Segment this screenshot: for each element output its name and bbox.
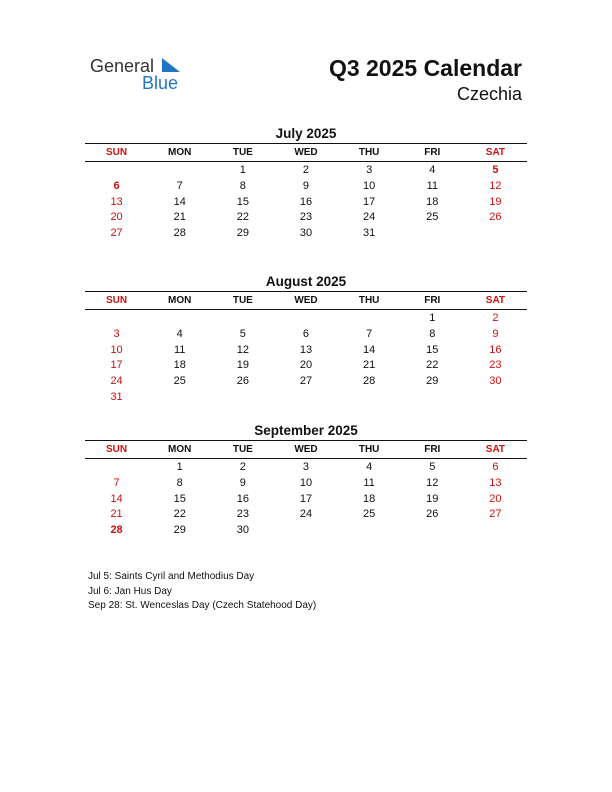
- day-cell: 9: [239, 476, 246, 489]
- weekday-header: FRI: [424, 295, 441, 306]
- day-cell: 18: [173, 359, 186, 372]
- holiday-item: Jul 6: Jan Hus Day: [88, 585, 172, 597]
- generalblue-logo: [90, 56, 200, 96]
- day-cell: 21: [363, 359, 376, 372]
- day-cell: 19: [236, 359, 249, 372]
- day-cell: 21: [173, 211, 186, 224]
- weekday-header: FRI: [424, 147, 441, 158]
- weekday-header: MON: [168, 295, 192, 306]
- day-cell: 25: [426, 211, 439, 224]
- day-cell: 3: [113, 327, 120, 340]
- empty-day-cell: [85, 311, 148, 327]
- day-cell: 22: [426, 359, 439, 372]
- day-cell: 14: [363, 343, 376, 356]
- day-cell: 7: [113, 476, 120, 489]
- day-cell: 14: [110, 492, 123, 505]
- day-cell: 24: [299, 508, 313, 521]
- month-title: July 2025: [275, 126, 337, 141]
- day-cell: 29: [173, 524, 186, 537]
- day-cell: 17: [110, 359, 123, 372]
- day-cell: 24: [363, 211, 376, 224]
- holiday-item: Jul 5: Saints Cyril and Methodius Day: [88, 571, 255, 582]
- day-cell: 16: [489, 343, 502, 356]
- empty-day-cell: [274, 311, 337, 327]
- logo-word-general: General: [90, 56, 155, 76]
- empty-day-cell: [211, 390, 274, 406]
- day-cell: 6: [302, 327, 310, 340]
- day-cell: 28: [110, 524, 123, 537]
- day-cell: 13: [489, 476, 502, 489]
- weekday-header: TUE: [232, 444, 253, 455]
- day-cell: 10: [110, 343, 123, 356]
- day-cell: 11: [174, 343, 186, 356]
- day-cell: 15: [173, 492, 186, 505]
- day-cell: 2: [239, 461, 246, 473]
- day-cell: 29: [236, 227, 249, 240]
- day-cell: 4: [176, 327, 183, 340]
- day-cell: 8: [176, 476, 183, 489]
- empty-day-cell: [464, 226, 527, 242]
- day-cell: 22: [173, 508, 186, 521]
- empty-day-cell: [401, 226, 464, 242]
- day-cell: 6: [113, 179, 120, 192]
- weekday-header: SUN: [106, 295, 128, 306]
- empty-day-cell: [85, 163, 148, 179]
- empty-day-cell: [85, 460, 148, 476]
- day-cell: 29: [426, 375, 439, 388]
- month-title: August 2025: [265, 274, 347, 289]
- empty-day-cell: [274, 390, 337, 406]
- day-cell: 27: [299, 375, 313, 388]
- logo-word-blue: Blue: [142, 73, 179, 93]
- empty-day-cell: [148, 163, 211, 179]
- day-cell: 14: [173, 195, 186, 208]
- day-cell: 19: [426, 492, 439, 505]
- day-cell: 20: [299, 359, 313, 372]
- month-title: September 2025: [254, 423, 358, 438]
- day-cell: 23: [236, 508, 249, 521]
- day-cell: 26: [426, 508, 439, 521]
- day-cell: 21: [110, 508, 123, 521]
- weekday-header: SAT: [485, 444, 506, 455]
- day-cell: 25: [363, 508, 376, 521]
- day-cell: 25: [173, 375, 186, 388]
- logo-triangle-icon: [162, 58, 180, 72]
- day-cell: 6: [492, 461, 499, 473]
- day-cell: 23: [299, 211, 313, 224]
- day-cell: 4: [429, 164, 436, 176]
- weekday-header: SUN: [106, 444, 128, 455]
- day-cell: 1: [176, 461, 183, 473]
- holiday-list: [88, 570, 316, 614]
- day-cell: 16: [299, 195, 313, 208]
- weekday-header-row: [85, 440, 527, 459]
- day-cell: 9: [302, 179, 310, 192]
- day-cell: 12: [426, 476, 439, 489]
- day-cell: 13: [299, 343, 313, 356]
- empty-day-cell: [464, 390, 527, 406]
- empty-day-cell: [401, 390, 464, 406]
- day-cell: 9: [492, 327, 499, 340]
- empty-day-cell: [338, 523, 401, 539]
- day-cell: 4: [366, 461, 373, 473]
- weekday-header: THU: [358, 295, 380, 306]
- day-cell: 11: [363, 476, 375, 489]
- month-calendar: [85, 422, 527, 539]
- day-cell: 3: [302, 461, 310, 473]
- weekday-header: MON: [168, 147, 192, 158]
- empty-day-cell: [464, 523, 527, 539]
- day-cell: 30: [236, 524, 249, 537]
- day-grid: [85, 460, 527, 539]
- day-cell: 23: [489, 359, 502, 372]
- day-cell: 26: [489, 211, 502, 224]
- day-cell: 7: [366, 327, 373, 340]
- day-cell: 5: [239, 327, 246, 340]
- day-cell: 7: [176, 179, 183, 192]
- empty-day-cell: [338, 390, 401, 406]
- day-cell: 10: [363, 179, 376, 192]
- day-cell: 2: [492, 312, 499, 324]
- weekday-header: WED: [294, 444, 318, 455]
- day-cell: 28: [173, 227, 186, 240]
- weekday-header: FRI: [424, 444, 441, 455]
- day-cell: 5: [492, 164, 499, 176]
- month-calendar: [85, 273, 527, 406]
- day-cell: 17: [299, 492, 313, 505]
- month-calendar: [85, 125, 527, 242]
- day-cell: 2: [302, 164, 310, 176]
- weekday-header-row: [85, 291, 527, 310]
- day-cell: 26: [236, 375, 249, 388]
- country-name: Czechia: [456, 84, 522, 104]
- empty-day-cell: [211, 311, 274, 327]
- day-cell: 1: [239, 164, 246, 176]
- empty-day-cell: [338, 311, 401, 327]
- day-cell: 15: [426, 343, 439, 356]
- day-cell: 30: [299, 227, 313, 240]
- empty-day-cell: [274, 523, 337, 539]
- day-cell: 8: [429, 327, 436, 340]
- day-cell: 5: [429, 461, 436, 473]
- weekday-header: MON: [168, 444, 192, 455]
- day-cell: 1: [429, 312, 436, 324]
- day-cell: 12: [489, 179, 502, 192]
- holiday-item: Sep 28: St. Wenceslas Day (Czech Statehood Day): [88, 600, 317, 611]
- day-cell: 3: [366, 164, 373, 176]
- day-cell: 28: [363, 375, 376, 388]
- weekday-header: SAT: [485, 147, 506, 158]
- day-cell: 20: [110, 211, 123, 224]
- weekday-header: TUE: [232, 295, 253, 306]
- weekday-header: SUN: [106, 147, 128, 158]
- empty-day-cell: [148, 390, 211, 406]
- empty-day-cell: [148, 311, 211, 327]
- day-cell: 10: [299, 476, 313, 489]
- day-cell: 22: [236, 211, 249, 224]
- empty-day-cell: [401, 523, 464, 539]
- day-cell: 31: [363, 227, 376, 240]
- day-cell: 30: [489, 375, 502, 388]
- day-cell: 17: [363, 195, 376, 208]
- day-grid: [85, 163, 527, 242]
- day-cell: 13: [110, 195, 123, 208]
- weekday-header: WED: [294, 147, 318, 158]
- weekday-header: THU: [358, 444, 380, 455]
- day-cell: 20: [489, 492, 502, 505]
- weekday-header-row: [85, 143, 527, 162]
- day-cell: 18: [426, 195, 439, 208]
- day-cell: 16: [236, 492, 249, 505]
- day-cell: 19: [489, 195, 502, 208]
- day-cell: 27: [110, 227, 123, 240]
- weekday-header: SAT: [485, 295, 506, 306]
- day-cell: 11: [426, 179, 438, 192]
- weekday-header: THU: [358, 147, 380, 158]
- day-cell: 31: [110, 390, 123, 403]
- day-cell: 12: [236, 343, 249, 356]
- weekday-header: TUE: [232, 147, 253, 158]
- page-title: Q3 2025 Calendar: [328, 55, 522, 81]
- day-cell: 27: [489, 508, 502, 521]
- day-grid: [85, 311, 527, 406]
- day-cell: 8: [239, 179, 246, 192]
- weekday-header: WED: [294, 295, 318, 306]
- day-cell: 24: [110, 375, 123, 388]
- day-cell: 18: [363, 492, 376, 505]
- day-cell: 15: [236, 195, 249, 208]
